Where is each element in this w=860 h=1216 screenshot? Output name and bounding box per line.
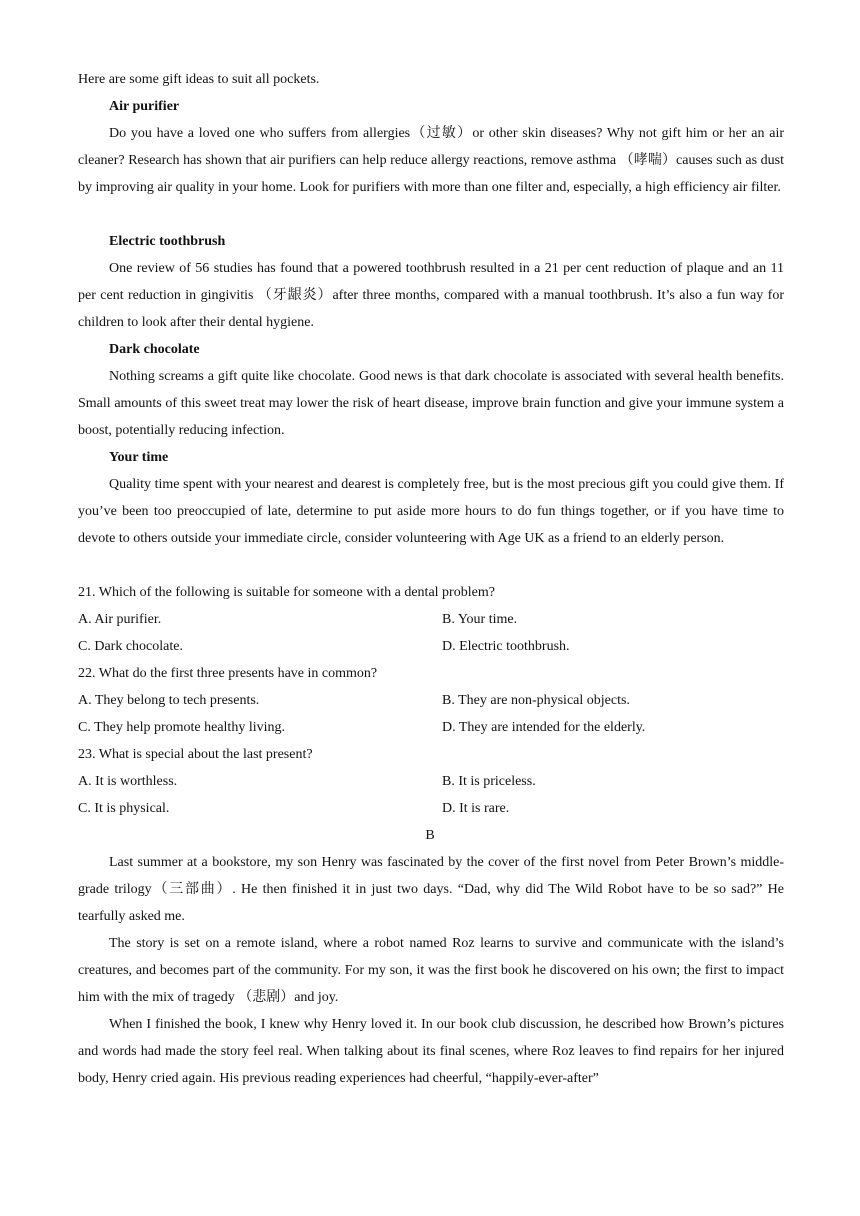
passage-b-paragraph-1: Last summer at a bookstore, my son Henry was fascinated by the cover of the first novel from Peter Brown’s middle-grade trilogy（三部曲）. He then finished it in just two days. “Dad, why did The Wild Robot have to be so sad?” He tearfully asked me. [78,855,784,924]
item-body-air-purifier: Do you have a loved one who suffers from allergies（过敏）or other skin diseases? Why not gift him or her an air cleaner? Research has shown that air purifiers can help reduce allergy reactions, remove asthma （哮喘）causes such as dust by improving air quality in your home. Look for purifiers with more than one filter and, especially, a high efficiency air filter. [78,126,784,195]
item-body-dark-chocolate: Nothing screams a gift quite like chocolate. Good news is that dark chocolate is associated with several health benefits. Small amounts of this sweet treat may lower the risk of heart disease, improve brain function and give your immune system a boost, potentially reducing infection. [78,369,784,438]
item-heading-your-time: Your time [109,450,169,465]
question-23-stem: 23. What is special about the last present? [78,747,313,762]
passage-b-paragraph-3: When I finished the book, I knew why Henry loved it. In our book club discussion, he described how Brown’s pictures and words had made the story feel real. When talking about its final scenes, where Roz leaves to find repairs for her injured body, Henry cried again. His previous reading experiences had cheerful, “happily-ever-after” [78,1017,784,1086]
item-body-your-time: Quality time spent with your nearest and dearest is completely free, but is the most precious gift you could give them. If you’ve been too preoccupied of late, determine to put aside more hours to do fun things together, or if you have time to devote to others outside your immediate circle, consider volunteering with Age UK as a friend to an elderly person. [78,477,784,546]
question-21-stem: 21. Which of the following is suitable for someone with a dental problem? [78,585,495,600]
question-23-option-c: C. It is physical. [78,801,170,816]
question-22-option-b: B. They are non-physical objects. [442,693,630,708]
passage-a-intro: Here are some gift ideas to suit all pockets. [78,72,320,87]
question-22-option-d: D. They are intended for the elderly. [442,720,646,735]
question-23-option-a: A. It is worthless. [78,774,178,789]
question-21-option-b: B. Your time. [442,612,518,627]
question-21-option-a: A. Air purifier. [78,612,162,627]
item-heading-electric-toothbrush: Electric toothbrush [109,234,226,249]
item-body-electric-toothbrush: One review of 56 studies has found that a powered toothbrush resulted in a 21 per cent reduction of plaque and an 11 per cent reduction in gingivitis （牙龈炎）after three months, compared with a manual toothbrush. It’s also a fun way for children to look after their dental hygiene. [78,261,784,330]
question-22-option-a: A. They belong to tech presents. [78,693,260,708]
question-21-option-d: D. Electric toothbrush. [442,639,570,654]
passage-b-paragraph-2: The story is set on a remote island, where a robot named Roz learns to survive and communicate with the island’s creatures, and becomes part of the community. For my son, it was the first book he discovered on his own; the first to impact him with the mix of tragedy （悲剧）and joy. [78,936,784,1005]
question-23-option-d: D. It is rare. [442,801,510,816]
question-21-option-c: C. Dark chocolate. [78,639,183,654]
item-heading-dark-chocolate: Dark chocolate [109,342,200,357]
question-22-option-c: C. They help promote healthy living. [78,720,285,735]
item-heading-air-purifier: Air purifier [109,99,180,114]
question-23-option-b: B. It is priceless. [442,774,536,789]
question-22-stem: 22. What do the first three presents have in common? [78,666,378,681]
passage-b-label: B [425,828,435,843]
